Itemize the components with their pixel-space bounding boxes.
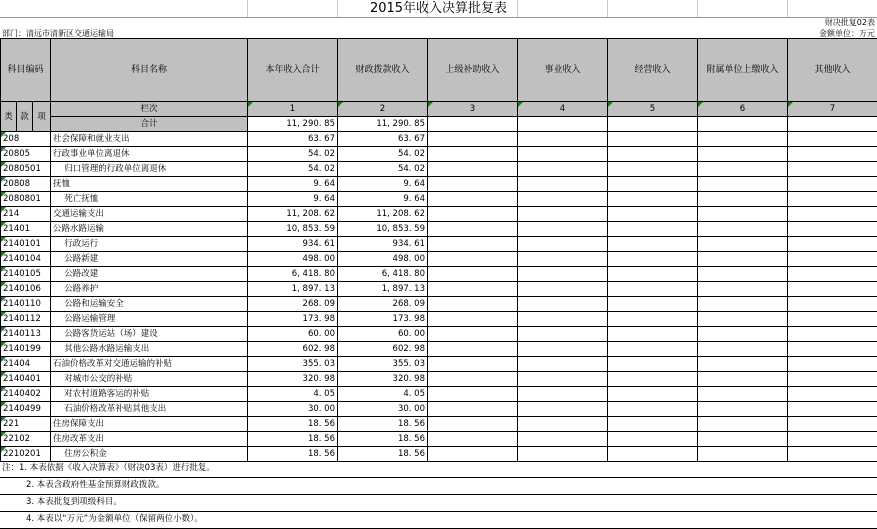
col-index[interactable]: 3 bbox=[428, 102, 518, 117]
cell[interactable] bbox=[518, 147, 608, 162]
cell[interactable] bbox=[518, 402, 608, 417]
subject-code[interactable]: 2140106 bbox=[1, 282, 51, 297]
subject-name[interactable] bbox=[51, 372, 248, 387]
table-row bbox=[1, 312, 877, 327]
cell[interactable] bbox=[608, 237, 698, 252]
subject-indent bbox=[53, 344, 64, 354]
cell[interactable] bbox=[428, 312, 518, 327]
total-income[interactable]: 6, 418. 80 bbox=[248, 267, 338, 282]
cell[interactable] bbox=[608, 357, 698, 372]
subject-name[interactable] bbox=[51, 297, 248, 312]
cell[interactable] bbox=[788, 177, 877, 192]
cell[interactable] bbox=[428, 117, 518, 132]
subject-name[interactable] bbox=[51, 192, 248, 207]
cell[interactable] bbox=[518, 432, 608, 447]
subject-code[interactable]: 2140113 bbox=[1, 327, 51, 342]
form-number: 财决批复02表 bbox=[825, 17, 875, 28]
cell[interactable] bbox=[698, 282, 788, 297]
total-income[interactable]: 60. 00 bbox=[248, 327, 338, 342]
cell[interactable] bbox=[608, 312, 698, 327]
fiscal-income[interactable]: 173. 98 bbox=[338, 312, 428, 327]
cell[interactable] bbox=[428, 297, 518, 312]
subject-name[interactable] bbox=[51, 432, 248, 447]
cell[interactable] bbox=[428, 162, 518, 177]
cell[interactable] bbox=[518, 117, 608, 132]
header-operation[interactable]: 经营收入 bbox=[608, 39, 698, 102]
total-income[interactable]: 934. 61 bbox=[248, 237, 338, 252]
total-income[interactable]: 63. 67 bbox=[248, 132, 338, 147]
cell[interactable] bbox=[428, 132, 518, 147]
total-sum[interactable]: 11, 290. 85 bbox=[248, 117, 338, 132]
cell[interactable] bbox=[698, 432, 788, 447]
subject-indent bbox=[53, 299, 64, 309]
subject-name-text: 公路水路运输 bbox=[53, 224, 104, 234]
cell[interactable] bbox=[518, 297, 608, 312]
header-fiscal[interactable]: 财政拨款收入 bbox=[338, 39, 428, 102]
cell[interactable] bbox=[608, 222, 698, 237]
header-other[interactable]: 其他收入 bbox=[788, 39, 877, 102]
total-income[interactable]: 320. 98 bbox=[248, 372, 338, 387]
total-label[interactable]: 合计 bbox=[51, 117, 248, 132]
cell[interactable] bbox=[428, 192, 518, 207]
subject-name-text: 石油价格改革对交通运输的补贴 bbox=[53, 359, 172, 369]
cell[interactable] bbox=[698, 222, 788, 237]
subject-name[interactable] bbox=[51, 147, 248, 162]
cell[interactable] bbox=[698, 342, 788, 357]
subject-code[interactable]: 21404 bbox=[1, 357, 51, 372]
col-index[interactable]: 7 bbox=[788, 102, 877, 117]
subject-code[interactable]: 21401 bbox=[1, 222, 51, 237]
subject-code[interactable]: 208 bbox=[1, 132, 51, 147]
total-row bbox=[1, 117, 877, 132]
fiscal-income[interactable]: 18. 56 bbox=[338, 432, 428, 447]
subject-name-text: 公路养护 bbox=[64, 284, 98, 294]
cell[interactable] bbox=[788, 282, 877, 297]
fiscal-income[interactable]: 10, 853. 59 bbox=[338, 222, 428, 237]
cell[interactable] bbox=[698, 177, 788, 192]
cell[interactable] bbox=[518, 342, 608, 357]
cell[interactable] bbox=[608, 327, 698, 342]
subject-name[interactable] bbox=[51, 417, 248, 432]
total-income[interactable]: 54. 02 bbox=[248, 147, 338, 162]
cell[interactable] bbox=[788, 222, 877, 237]
subject-name-text: 对城市公交的补贴 bbox=[64, 374, 132, 384]
total-income[interactable]: 10, 853. 59 bbox=[248, 222, 338, 237]
subject-indent bbox=[53, 269, 64, 279]
subject-name[interactable] bbox=[51, 342, 248, 357]
cell[interactable] bbox=[698, 147, 788, 162]
subject-code[interactable]: 2140101 bbox=[1, 237, 51, 252]
col-index[interactable]: 5 bbox=[608, 102, 698, 117]
cell[interactable] bbox=[428, 237, 518, 252]
subject-name-text: 公路客货运站（场）建设 bbox=[64, 329, 158, 339]
header-superior[interactable]: 上级补助收入 bbox=[428, 39, 518, 102]
subject-code[interactable]: 2140112 bbox=[1, 312, 51, 327]
cell[interactable] bbox=[788, 387, 877, 402]
note-item: 注：1. 本表依据《收入决算表》（财决03表）进行批复。 bbox=[0, 461, 877, 478]
cell[interactable] bbox=[518, 192, 608, 207]
total-income[interactable]: 18. 56 bbox=[248, 447, 338, 462]
cell[interactable] bbox=[428, 447, 518, 462]
cell[interactable] bbox=[608, 447, 698, 462]
subject-name[interactable] bbox=[51, 282, 248, 297]
cell[interactable] bbox=[428, 402, 518, 417]
table-row bbox=[1, 192, 877, 207]
header-name[interactable]: 科目名称 bbox=[51, 39, 248, 102]
subject-name-text: 住房公积金 bbox=[64, 449, 107, 459]
subject-name-text: 行政事业单位离退休 bbox=[53, 149, 130, 159]
fiscal-income[interactable]: 320. 98 bbox=[338, 372, 428, 387]
subject-indent bbox=[53, 329, 64, 339]
cell[interactable] bbox=[518, 237, 608, 252]
fiscal-income[interactable]: 498. 00 bbox=[338, 252, 428, 267]
fiscal-income[interactable]: 1, 897. 13 bbox=[338, 282, 428, 297]
cell[interactable] bbox=[518, 177, 608, 192]
subject-code[interactable]: 2140199 bbox=[1, 342, 51, 357]
cell[interactable] bbox=[428, 147, 518, 162]
table-row bbox=[1, 162, 877, 177]
col-index[interactable]: 6 bbox=[698, 102, 788, 117]
col-index[interactable]: 1 bbox=[248, 102, 338, 117]
cell[interactable] bbox=[518, 282, 608, 297]
total-income[interactable]: 4. 05 bbox=[248, 387, 338, 402]
subject-code[interactable]: 214 bbox=[1, 207, 51, 222]
total-income[interactable]: 30. 00 bbox=[248, 402, 338, 417]
subject-name[interactable] bbox=[51, 357, 248, 372]
cell[interactable] bbox=[698, 327, 788, 342]
note-item: 3. 本表批复到项级科目。 bbox=[0, 495, 877, 512]
fiscal-income[interactable]: 18. 56 bbox=[338, 417, 428, 432]
cell[interactable] bbox=[518, 207, 608, 222]
cell[interactable] bbox=[788, 132, 877, 147]
cell[interactable] bbox=[608, 342, 698, 357]
total-income[interactable]: 602. 98 bbox=[248, 342, 338, 357]
cell[interactable] bbox=[788, 252, 877, 267]
subheader-kuan[interactable]: 款 bbox=[17, 102, 33, 132]
subject-name-text: 其他公路水路运输支出 bbox=[64, 344, 149, 354]
table-row bbox=[1, 342, 877, 357]
cell[interactable] bbox=[608, 192, 698, 207]
cell[interactable] bbox=[698, 267, 788, 282]
subject-name[interactable] bbox=[51, 387, 248, 402]
subject-code[interactable]: 2080501 bbox=[1, 162, 51, 177]
cell[interactable] bbox=[428, 177, 518, 192]
cell[interactable] bbox=[608, 132, 698, 147]
cell[interactable] bbox=[788, 237, 877, 252]
table-row bbox=[1, 282, 877, 297]
fiscal-income[interactable]: 934. 61 bbox=[338, 237, 428, 252]
cell[interactable] bbox=[608, 387, 698, 402]
subject-name-text: 社会保障和就业支出 bbox=[53, 134, 130, 144]
cell[interactable] bbox=[788, 417, 877, 432]
subject-code[interactable]: 2080801 bbox=[1, 192, 51, 207]
subject-indent bbox=[53, 314, 64, 324]
cell[interactable] bbox=[518, 312, 608, 327]
subject-indent bbox=[53, 164, 64, 174]
cell[interactable] bbox=[608, 372, 698, 387]
subject-name[interactable] bbox=[51, 267, 248, 282]
cell[interactable] bbox=[518, 267, 608, 282]
cell[interactable] bbox=[698, 252, 788, 267]
page-title: 2015年收入决算批复表 bbox=[0, 0, 877, 17]
cell[interactable] bbox=[608, 432, 698, 447]
fiscal-income[interactable]: 602. 98 bbox=[338, 342, 428, 357]
cell[interactable] bbox=[698, 132, 788, 147]
table-row bbox=[1, 387, 877, 402]
subject-name[interactable] bbox=[51, 177, 248, 192]
cell[interactable] bbox=[518, 327, 608, 342]
cell[interactable] bbox=[428, 372, 518, 387]
fiscal-income[interactable]: 63. 67 bbox=[338, 132, 428, 147]
subject-code[interactable]: 22102 bbox=[1, 432, 51, 447]
cell[interactable] bbox=[788, 117, 877, 132]
cell[interactable] bbox=[788, 432, 877, 447]
cell[interactable] bbox=[608, 177, 698, 192]
cell[interactable] bbox=[788, 267, 877, 282]
cell[interactable] bbox=[788, 447, 877, 462]
subject-indent bbox=[53, 449, 64, 459]
cell[interactable] bbox=[698, 162, 788, 177]
subject-name[interactable] bbox=[51, 132, 248, 147]
table-row bbox=[1, 432, 877, 447]
subject-name[interactable] bbox=[51, 312, 248, 327]
total-income[interactable]: 173. 98 bbox=[248, 312, 338, 327]
cell[interactable] bbox=[428, 417, 518, 432]
total-income[interactable]: 355. 03 bbox=[248, 357, 338, 372]
table-row bbox=[1, 132, 877, 147]
total-income[interactable]: 268. 09 bbox=[248, 297, 338, 312]
subject-indent bbox=[53, 239, 64, 249]
cell[interactable] bbox=[608, 252, 698, 267]
cell[interactable] bbox=[698, 312, 788, 327]
cell[interactable] bbox=[788, 402, 877, 417]
cell[interactable] bbox=[518, 447, 608, 462]
cell[interactable] bbox=[788, 342, 877, 357]
cell[interactable] bbox=[608, 147, 698, 162]
cell[interactable] bbox=[608, 282, 698, 297]
header-row bbox=[1, 39, 877, 102]
subject-code[interactable]: 20808 bbox=[1, 177, 51, 192]
cell[interactable] bbox=[698, 372, 788, 387]
note-item: 2. 本表含政府性基金预算财政拨款。 bbox=[0, 478, 877, 495]
fiscal-income[interactable]: 6, 418. 80 bbox=[338, 267, 428, 282]
cell[interactable] bbox=[788, 192, 877, 207]
header-code[interactable]: 科目编码 bbox=[1, 39, 51, 102]
total-income[interactable]: 9. 64 bbox=[248, 192, 338, 207]
cell[interactable] bbox=[788, 372, 877, 387]
cell[interactable] bbox=[788, 207, 877, 222]
subject-name[interactable] bbox=[51, 162, 248, 177]
subject-indent bbox=[53, 194, 64, 204]
table-row bbox=[1, 207, 877, 222]
cell[interactable] bbox=[518, 252, 608, 267]
cell[interactable] bbox=[788, 297, 877, 312]
header-business[interactable]: 事业收入 bbox=[518, 39, 608, 102]
cell[interactable] bbox=[608, 297, 698, 312]
total-income[interactable]: 9. 64 bbox=[248, 177, 338, 192]
subject-code[interactable]: 2210201 bbox=[1, 447, 51, 462]
subject-name-text: 归口管理的行政单位离退休 bbox=[64, 164, 166, 174]
cell[interactable] bbox=[608, 117, 698, 132]
subject-name[interactable] bbox=[51, 222, 248, 237]
subject-code[interactable]: 2140402 bbox=[1, 387, 51, 402]
total-income[interactable]: 18. 56 bbox=[248, 417, 338, 432]
cell[interactable] bbox=[428, 357, 518, 372]
cell[interactable] bbox=[428, 432, 518, 447]
cell[interactable] bbox=[608, 267, 698, 282]
cell[interactable] bbox=[518, 417, 608, 432]
table-row bbox=[1, 252, 877, 267]
subject-code[interactable]: 2140401 bbox=[1, 372, 51, 387]
cell[interactable] bbox=[698, 297, 788, 312]
subheader-lanci[interactable]: 栏次 bbox=[51, 102, 248, 117]
cell[interactable] bbox=[428, 282, 518, 297]
table-row bbox=[1, 372, 877, 387]
subheader-row bbox=[1, 102, 877, 117]
subject-name-text: 石油价格改革补贴其他支出 bbox=[64, 404, 166, 414]
cell[interactable] bbox=[698, 207, 788, 222]
col-index[interactable]: 4 bbox=[518, 102, 608, 117]
table-row bbox=[1, 267, 877, 282]
subject-indent bbox=[53, 404, 64, 414]
cell[interactable] bbox=[518, 357, 608, 372]
table-row bbox=[1, 447, 877, 462]
table-row bbox=[1, 357, 877, 372]
cell[interactable] bbox=[788, 162, 877, 177]
subject-indent bbox=[53, 254, 64, 264]
subject-name-text: 住房改革支出 bbox=[53, 434, 104, 444]
department-label: 部门：清远市清新区交通运输局 bbox=[2, 29, 114, 38]
subject-name[interactable] bbox=[51, 402, 248, 417]
cell[interactable] bbox=[428, 327, 518, 342]
cell[interactable] bbox=[698, 237, 788, 252]
cell[interactable] bbox=[428, 207, 518, 222]
cell[interactable] bbox=[698, 192, 788, 207]
header-affiliated[interactable]: 附属单位上缴收入 bbox=[698, 39, 788, 102]
unit-label: 金额单位：万元 bbox=[819, 29, 875, 38]
cell[interactable] bbox=[698, 417, 788, 432]
table-row bbox=[1, 222, 877, 237]
fiscal-income[interactable]: 18. 56 bbox=[338, 447, 428, 462]
cell[interactable] bbox=[698, 387, 788, 402]
subject-code[interactable]: 2140110 bbox=[1, 297, 51, 312]
cell[interactable] bbox=[608, 417, 698, 432]
subject-name-text: 公路运输管理 bbox=[64, 314, 115, 324]
table-row bbox=[1, 327, 877, 342]
table-row bbox=[1, 297, 877, 312]
cell[interactable] bbox=[788, 147, 877, 162]
subject-indent bbox=[53, 374, 64, 384]
subject-name-text: 公路改建 bbox=[64, 269, 98, 279]
total-income[interactable]: 18. 56 bbox=[248, 432, 338, 447]
cell[interactable] bbox=[608, 402, 698, 417]
total-income[interactable]: 498. 00 bbox=[248, 252, 338, 267]
cell[interactable] bbox=[428, 267, 518, 282]
subject-name-text: 行政运行 bbox=[64, 239, 98, 249]
cell[interactable] bbox=[518, 162, 608, 177]
cell[interactable] bbox=[428, 387, 518, 402]
cell[interactable] bbox=[428, 342, 518, 357]
total-income[interactable]: 1, 897. 13 bbox=[248, 282, 338, 297]
note-item: 4. 本表以“万元”为金额单位（保留两位小数）。 bbox=[0, 512, 877, 529]
cell[interactable] bbox=[518, 132, 608, 147]
cell[interactable] bbox=[788, 327, 877, 342]
cell[interactable] bbox=[518, 387, 608, 402]
notes bbox=[0, 461, 877, 529]
subheader-xiang[interactable]: 项 bbox=[33, 102, 51, 132]
cell[interactable] bbox=[698, 357, 788, 372]
total-fiscal[interactable]: 11, 290. 85 bbox=[338, 117, 428, 132]
cell[interactable] bbox=[698, 447, 788, 462]
fiscal-income[interactable]: 355. 03 bbox=[338, 357, 428, 372]
subject-name[interactable] bbox=[51, 327, 248, 342]
cell[interactable] bbox=[788, 357, 877, 372]
subject-name-text: 抚恤 bbox=[53, 179, 70, 189]
subject-name[interactable] bbox=[51, 207, 248, 222]
cell[interactable] bbox=[428, 222, 518, 237]
cell[interactable] bbox=[608, 207, 698, 222]
subheader-lei[interactable]: 类 bbox=[1, 102, 17, 132]
col-index[interactable]: 2 bbox=[338, 102, 428, 117]
subject-code[interactable]: 2140105 bbox=[1, 267, 51, 282]
subject-name-text: 死亡抚恤 bbox=[64, 194, 98, 204]
cell[interactable] bbox=[788, 312, 877, 327]
subject-name-text: 公路和运输安全 bbox=[64, 299, 124, 309]
table-body bbox=[1, 132, 877, 462]
fiscal-income[interactable]: 30. 00 bbox=[338, 402, 428, 417]
fiscal-income[interactable]: 54. 02 bbox=[338, 147, 428, 162]
fiscal-income[interactable]: 268. 09 bbox=[338, 297, 428, 312]
header-total[interactable]: 本年收入合计 bbox=[248, 39, 338, 102]
fiscal-income[interactable]: 4. 05 bbox=[338, 387, 428, 402]
fiscal-income[interactable]: 9. 64 bbox=[338, 192, 428, 207]
subject-code[interactable]: 2140499 bbox=[1, 402, 51, 417]
table-row bbox=[1, 237, 877, 252]
table-row bbox=[1, 402, 877, 417]
fiscal-income[interactable]: 9. 64 bbox=[338, 177, 428, 192]
subject-name[interactable] bbox=[51, 237, 248, 252]
subject-name-text: 对农村道路客运的补贴 bbox=[64, 389, 149, 399]
cell[interactable] bbox=[698, 117, 788, 132]
subject-name[interactable] bbox=[51, 252, 248, 267]
subject-indent bbox=[53, 389, 64, 399]
cell[interactable] bbox=[518, 372, 608, 387]
cell[interactable] bbox=[698, 402, 788, 417]
subject-code[interactable]: 221 bbox=[1, 417, 51, 432]
cell[interactable] bbox=[518, 222, 608, 237]
total-income[interactable]: 11, 208. 62 bbox=[248, 207, 338, 222]
table-row bbox=[1, 147, 877, 162]
subject-code[interactable]: 20805 bbox=[1, 147, 51, 162]
subject-name-text: 交通运输支出 bbox=[53, 209, 104, 219]
table-row bbox=[1, 177, 877, 192]
income-table bbox=[0, 38, 877, 462]
fiscal-income[interactable]: 11, 208. 62 bbox=[338, 207, 428, 222]
fiscal-income[interactable]: 60. 00 bbox=[338, 327, 428, 342]
cell[interactable] bbox=[608, 162, 698, 177]
subject-indent bbox=[53, 284, 64, 294]
cell[interactable] bbox=[428, 252, 518, 267]
subject-name-text: 住房保障支出 bbox=[53, 419, 104, 429]
table-row bbox=[1, 417, 877, 432]
subject-name-text: 公路新建 bbox=[64, 254, 98, 264]
subject-code[interactable]: 2140104 bbox=[1, 252, 51, 267]
fiscal-income[interactable]: 54. 02 bbox=[338, 162, 428, 177]
total-income[interactable]: 54. 02 bbox=[248, 162, 338, 177]
subject-name[interactable] bbox=[51, 447, 248, 462]
